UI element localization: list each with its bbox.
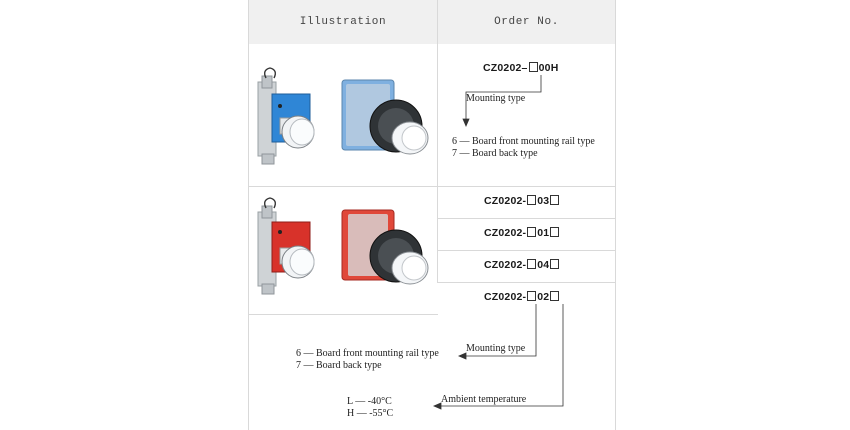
code-prefix: CZ0202- xyxy=(484,195,527,207)
arrowhead-3 xyxy=(434,403,441,409)
code-mid: 02 xyxy=(537,291,550,303)
ambient-temperature-label: Ambient temperature xyxy=(441,394,527,405)
mounting-type-label-1: Mounting type xyxy=(466,93,526,104)
mounting-option-7-a: 7 — Board back type xyxy=(452,148,538,159)
mounting-type-label-2: Mounting type xyxy=(466,343,526,354)
code-prefix: CZ0202- xyxy=(484,291,527,303)
header-illustration: Illustration xyxy=(249,0,437,44)
leader-line-3 xyxy=(441,304,563,406)
arrowhead-2 xyxy=(459,353,466,359)
order-code-prefix: CZ0202– xyxy=(483,62,528,74)
temperature-option-l: L — -40°C xyxy=(347,396,392,407)
leader-line-2 xyxy=(466,304,536,356)
header-order-no: Order No. xyxy=(438,0,615,44)
mounting-option-7-b: 7 — Board back type xyxy=(296,360,382,371)
mounting-option-6-a: 6 — Board front mounting rail type xyxy=(452,136,595,147)
arrowhead-1 xyxy=(463,119,469,126)
order-code-suffix: 00H xyxy=(538,62,559,74)
code-mid: 01 xyxy=(537,227,550,239)
mounting-option-6-b: 6 — Board front mounting rail type xyxy=(296,348,439,359)
code-mid: 04 xyxy=(537,259,550,271)
code-prefix: CZ0202- xyxy=(484,227,527,239)
code-mid: 03 xyxy=(537,195,550,207)
code-prefix: CZ0202- xyxy=(484,259,527,271)
temperature-option-h: H — -55°C xyxy=(347,408,394,419)
leader-line-1 xyxy=(466,75,541,124)
